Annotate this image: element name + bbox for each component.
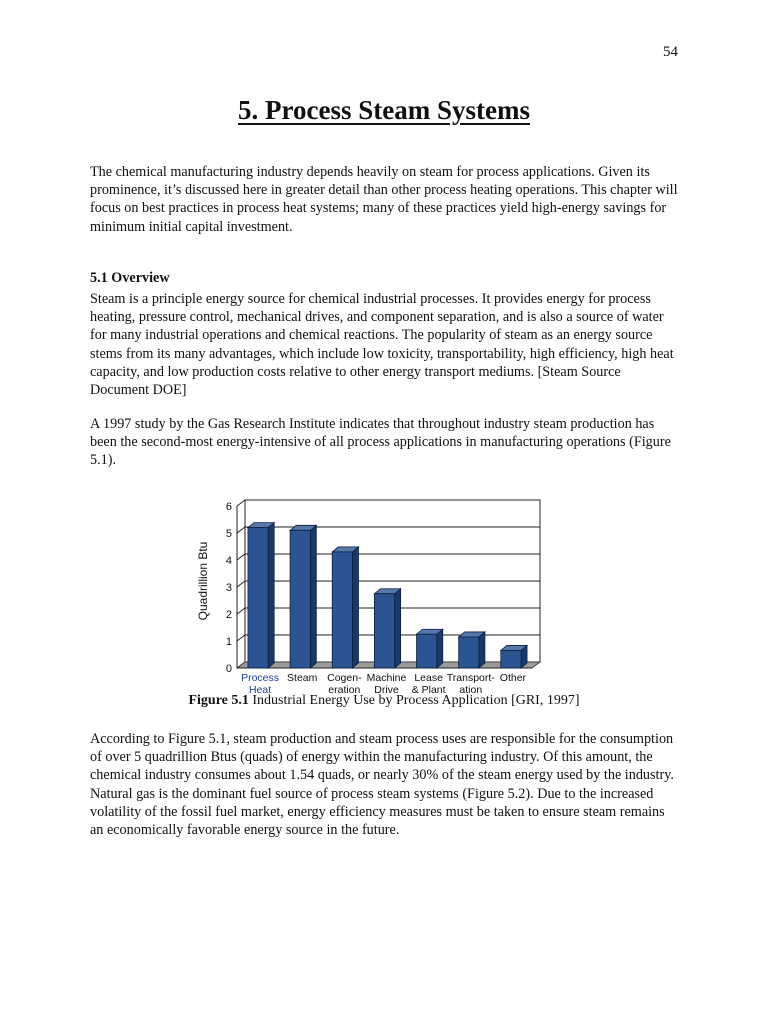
y-tick-label: 2 (225, 609, 232, 621)
y-tick-label: 1 (225, 636, 232, 648)
x-tick-label: Steam (287, 672, 318, 684)
figure-caption-text: Industrial Energy Use by Process Application [GRI, 1997] (248, 693, 580, 708)
y-tick-label: 3 (225, 582, 232, 594)
bar (332, 552, 352, 668)
y-axis-title: Quadrillion Btu (196, 541, 210, 621)
bar (248, 528, 268, 668)
x-tick-label: ation (459, 684, 483, 693)
bar-chart (190, 488, 570, 693)
page-title: 5. Process Steam Systems (238, 95, 530, 125)
gridline-depth (237, 527, 245, 533)
gridline-depth (237, 554, 245, 560)
gridline-depth (237, 635, 245, 641)
x-tick-label: eration (328, 684, 361, 693)
bar (417, 634, 437, 668)
x-tick-label: & Plant (411, 684, 446, 693)
x-tick-label: Transport- (446, 672, 495, 684)
bar-side (310, 525, 316, 668)
bar-side (479, 632, 485, 668)
section-heading-overview: 5.1 Overview (90, 270, 170, 286)
bar (459, 637, 479, 668)
x-tick-label: Heat (248, 684, 272, 693)
gridline-depth (237, 608, 245, 614)
according-paragraph: According to Figure 5.1, steam production and steam process uses are responsible for the consumption of over 5 quadrillion Btus (quads) of energy within the manufacturing industry. Of this amount, the chemical industry consumes about 1.54 quads, or nearly 30% of the steam energy used by the industry. Natural gas is the dominant fuel source of process steam systems (Figure 5.2). Due to the increased volatility of the fossil fuel market, energy efficiency measures must be taken to ensure steam remains an economically favorable energy source in the future. (90, 731, 674, 839)
x-tick-label: Cogen- (327, 672, 362, 684)
x-tick-label: Other (499, 672, 527, 684)
gridline-depth (237, 500, 245, 506)
x-tick-label: Lease (414, 672, 443, 684)
x-tick-label: Process (241, 672, 280, 684)
bar-side (268, 523, 274, 668)
study-paragraph: A 1997 study by the Gas Research Institute indicates that throughout industry steam production has been the second-most energy-intensive of all process applications in manufacturing operations (Figure 5.1). (90, 416, 671, 469)
x-tick-label: Drive (374, 684, 399, 693)
x-tick-label: Machine (366, 672, 407, 684)
y-tick-label: 6 (225, 501, 232, 513)
bar (501, 650, 521, 668)
overview-paragraph: Steam is a principle energy source for chemical industrial processes. It provides energy for process heating, pressure control, mechanical drives, and component separation, and is also a source of water for many industrial operations and chemical reactions. The popularity of steam as an energy source stems from its many advantages, which include low toxicity, transportability, high efficiency, high heat capacity, and low production costs relative to other energy transport mediums. [Steam Source Document DOE] (90, 291, 674, 399)
gridline-depth (237, 581, 245, 587)
y-tick-label: 5 (225, 528, 232, 540)
bar (290, 530, 310, 668)
bar-side (395, 589, 401, 668)
page-number: 54 (663, 44, 678, 60)
bar (374, 594, 394, 668)
figure-caption (0, 693, 768, 709)
intro-paragraph: The chemical manufacturing industry depends heavily on steam for process applications. Given its prominence, it’s discussed here in greater detail than other process heating operations. This chapter will focus on best practices in process heat systems; many of these practices yield high-energy savings for minimum initial capital investment. (90, 164, 678, 235)
bar-side (437, 629, 443, 668)
figure-label: Figure 5.1 (188, 693, 249, 708)
bar-side (352, 547, 358, 668)
y-tick-label: 0 (225, 663, 232, 675)
y-tick-label: 4 (225, 555, 232, 567)
